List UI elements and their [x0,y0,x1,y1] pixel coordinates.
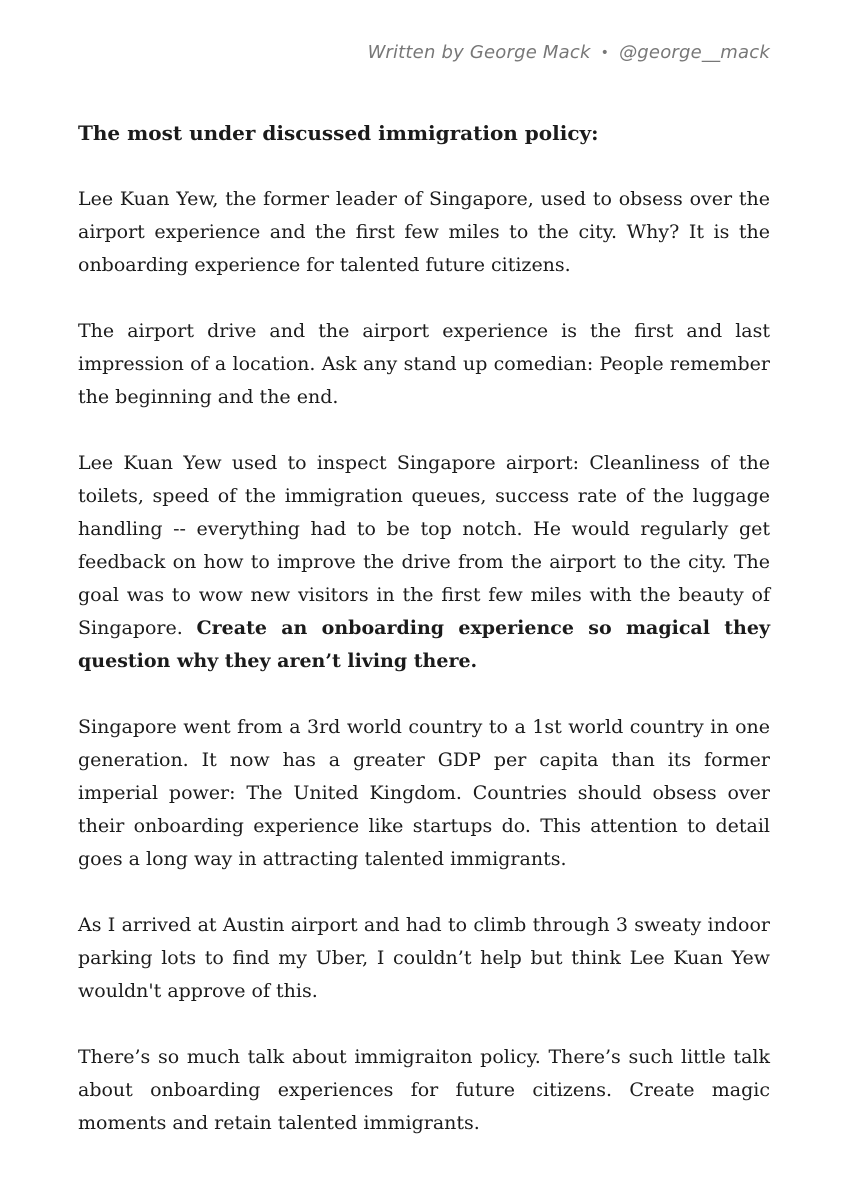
paragraph-text: Singapore went from a 3rd world country to a 1st world country in one generation. It now has a greater GDP per capita than its former imperial power: The United Kingdom. Countries should obsess over their onboarding experience like startups do. This attention to detail goes a long way in attracting talented immigrants. [78,716,770,870]
paragraph-text: There’s so much talk about immigraiton policy. There’s such little talk about onboarding experiences for future citizens. Create magic moments and retain talented immigrants. [78,1046,770,1134]
paragraph-inspect-airport [78,447,770,678]
paragraph-closing [78,1041,770,1140]
byline-author: Written by George Mack [367,42,591,63]
byline [78,40,770,66]
article-heading: The most under discussed immigration policy: [78,121,599,145]
paragraph-text: The airport drive and the airport experience is the first and last impression of a location. Ask any stand up comedian: People remember the beginning and the end. [78,320,770,408]
paragraph-text: Lee Kuan Yew used to inspect Singapore airport: Cleanliness of the toilets, speed of the immigration queues, success rate of the luggage handling -- everything had to be top notch. He would regularly get feedback on how to improve the drive from the airport to the city. The goal was to wow new visitors in the first few miles with the beauty of Singapore. [78,452,770,639]
paragraph-text: As I arrived at Austin airport and had to climb through 3 sweaty indoor parking lots to find my Uber, I couldn’t help but think Lee Kuan Yew wouldn't approve of this. [78,914,770,1002]
paragraph-text: Lee Kuan Yew, the former leader of Singapore, used to obsess over the airport experience and the first few miles to the city. Why? It is the onboarding experience for talented future citizens. [78,188,770,276]
paragraph-airport-drive [78,315,770,414]
paragraph-singapore-gdp [78,711,770,876]
article-body [78,183,770,1140]
paragraph-bold-highlight: Create an onboarding experience so magical they question why they aren’t living there. [78,617,770,672]
paragraph-austin-airport [78,909,770,1008]
byline-handle: @george__mack [619,42,770,63]
byline-separator-dot: • [600,45,610,61]
paragraph-lee-kuan-yew-intro [78,183,770,282]
